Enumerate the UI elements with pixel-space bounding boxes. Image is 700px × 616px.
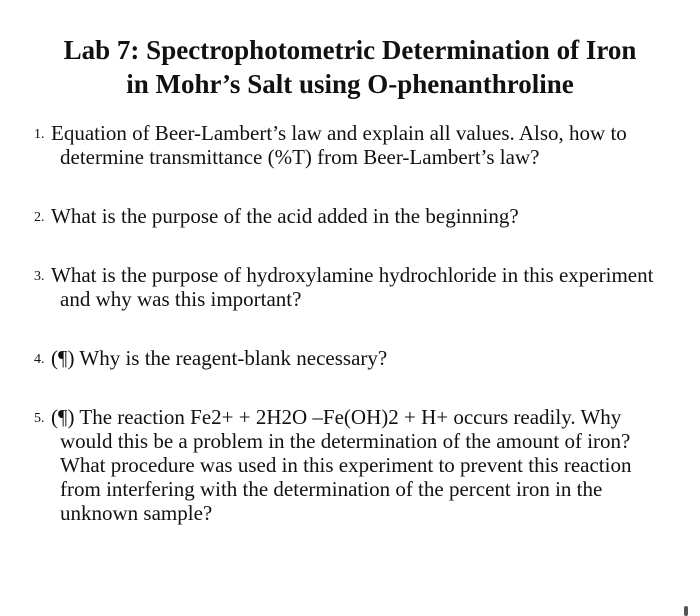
- question-text: how to determine transmittance (%T) from Beer-Lambert’s law?: [60, 121, 627, 169]
- question-text-lead: Equation of Beer-Lambert’s law and explain all values. Also,: [51, 121, 564, 145]
- question-2: [34, 204, 674, 228]
- question-4: [34, 346, 674, 370]
- page-title: [0, 33, 700, 101]
- page-title-line-1: Lab 7: Spectrophotometric Determination of Iron: [63, 35, 637, 65]
- question-list: [34, 121, 674, 525]
- question-text-lead: (¶) The reaction Fe2+ + 2H2O –Fe(OH)2 + H+ occurs readily.: [51, 405, 576, 429]
- question-5: [34, 405, 674, 525]
- question-number: 5.: [34, 411, 45, 426]
- question-text: experiment and why was this important?: [60, 263, 654, 311]
- question-3: [34, 263, 674, 311]
- question-text-lead: (¶) Why is the reagent-blank necessary?: [51, 346, 388, 370]
- question-number: 4.: [34, 352, 45, 367]
- question-number: 2.: [34, 210, 45, 225]
- question-number: 3.: [34, 269, 45, 284]
- page-title-line-2: in Mohr’s Salt using O-phenanthroline: [126, 69, 574, 99]
- scrollbar-thumb[interactable]: [684, 606, 688, 616]
- question-1: [34, 121, 674, 169]
- question-text: Why would this be a problem in the determination of the amount of iron? What procedure was used in this experiment to prevent this reaction from interfering with the determination of the percent iron in the unknown sample?: [60, 405, 632, 525]
- question-text-lead: What is the purpose of the acid added in the beginning?: [51, 204, 519, 228]
- question-number: 1.: [34, 127, 45, 142]
- question-text-lead: What is the purpose of hydroxylamine hydrochloride in this: [51, 263, 554, 287]
